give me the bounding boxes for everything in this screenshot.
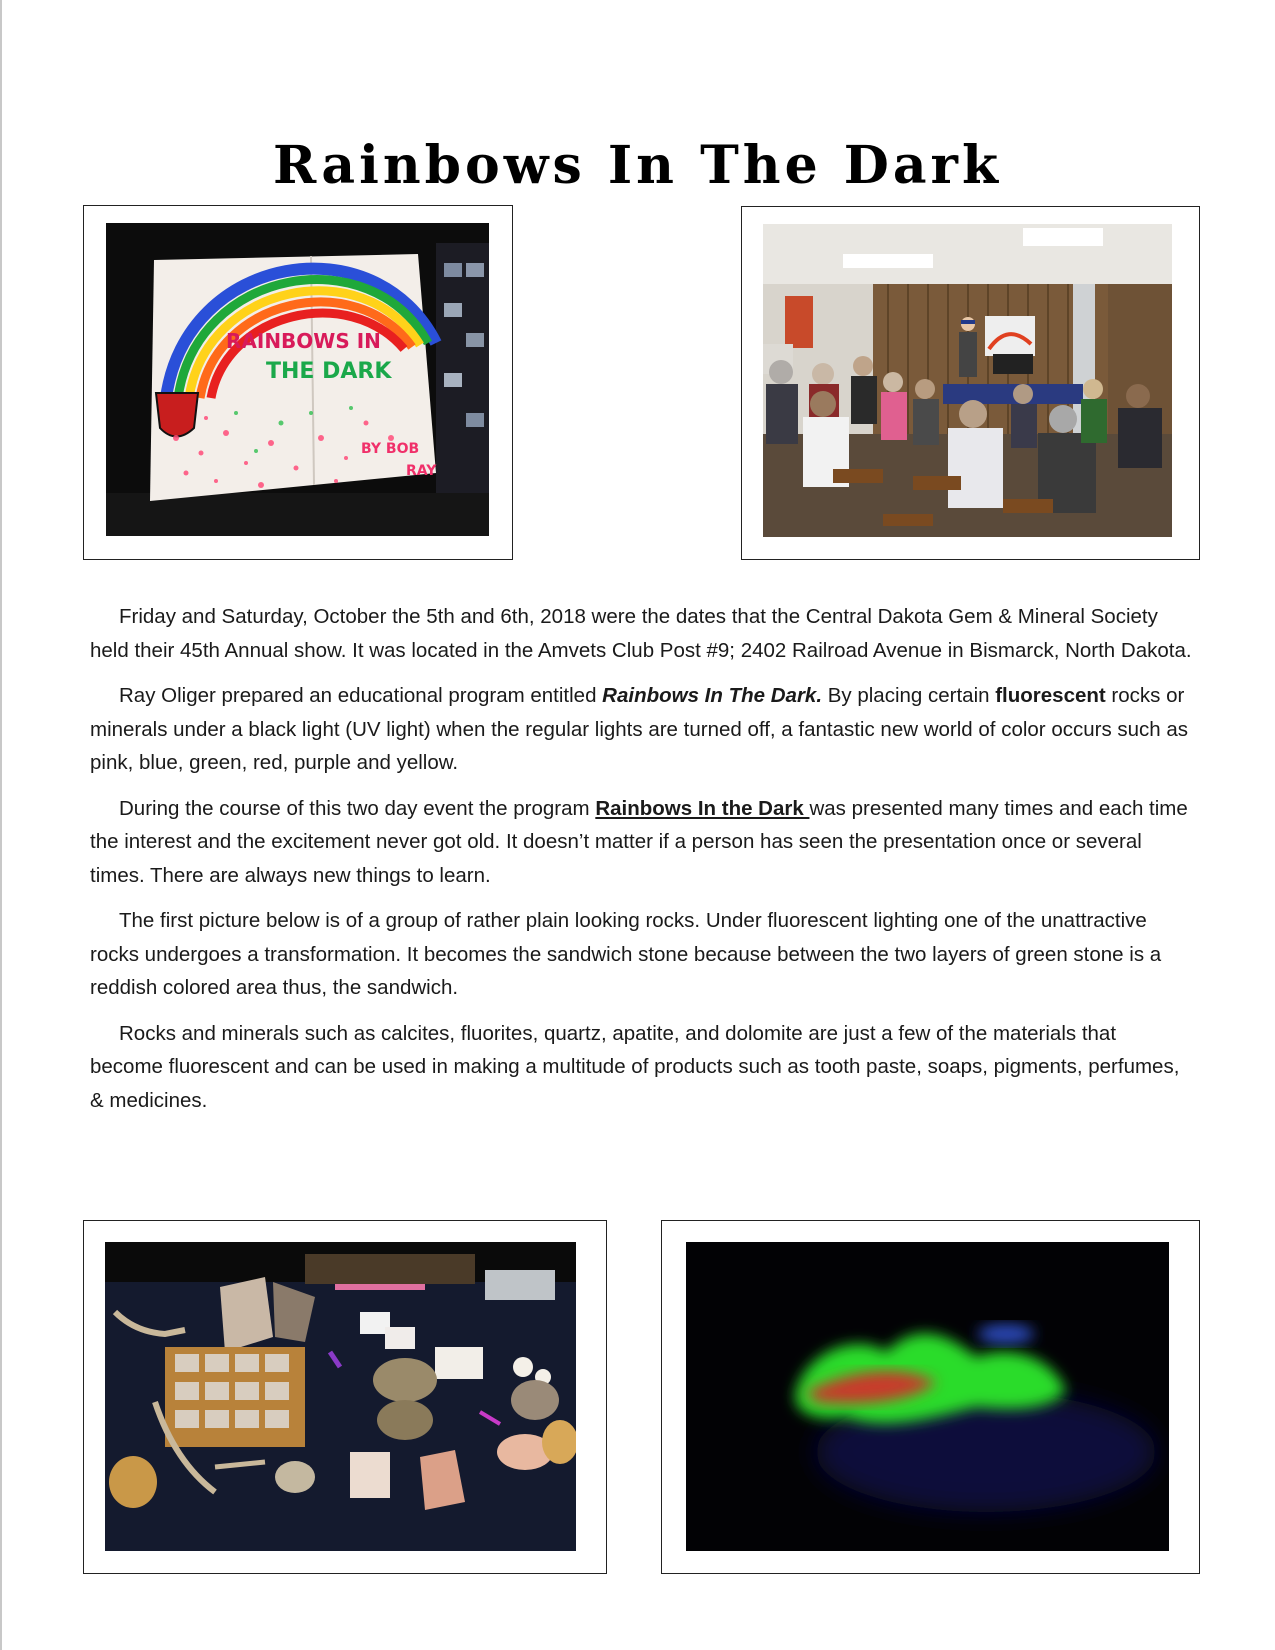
fluorescent-bold: fluorescent xyxy=(995,684,1106,707)
paragraph-1: Friday and Saturday, October the 5th and 6th, 2018 were the dates that the Central Dakota Gem & Mineral Society held their 45th Annual show. It was located in the Amvets Club Post #9; 2402 Railroad Avenue in Bismarck, North Dakota. xyxy=(90,605,1192,662)
paragraph-2 xyxy=(90,679,1192,780)
paragraph-2-text-a: Ray Oliger prepared an educational program entitled xyxy=(119,684,603,707)
photo-frame-fluorescent xyxy=(661,1220,1200,1574)
program-title-italic: Rainbows In The Dark. xyxy=(602,684,823,707)
poster-text-2: THE DARK xyxy=(266,359,392,384)
program-title-underlined: Rainbows In the Dark xyxy=(595,796,810,820)
paragraph-3-text-a: During the course of this two day event the program xyxy=(119,796,596,820)
photo-presentation-room xyxy=(763,224,1172,537)
paragraph-2-text-b: By placing certain xyxy=(822,684,996,707)
poster-signature-2: RAY xyxy=(406,463,437,479)
photo-fluorescent-stone xyxy=(686,1242,1169,1551)
paragraph-3-text-b: was presented many times and each time the interest and the excitement never got old. It doesn’t matter if a person has seen the presentation once or several times. There are always new things to learn. xyxy=(90,796,1188,887)
paragraph-2-text-c: rocks or minerals under a black light (UV light) when the regular lights are turned off, a fantastic new world of color occurs such as pink, blue, green, red, purple and yellow. xyxy=(90,684,1189,774)
page-edge-rule xyxy=(0,0,2,1650)
paragraph-4: The first picture below is of a group of rather plain looking rocks. Under fluorescent lighting one of the unattractive rocks undergoes a transformation. It becomes the sandwich stone because between the two layers of green stone is a reddish colored area thus, the sandwich. xyxy=(90,909,1162,999)
poster-signature-1: BY BOB xyxy=(361,441,420,457)
photo-frame-poster xyxy=(83,205,513,560)
paragraph-3 xyxy=(90,792,1192,893)
page-title: Rainbows In The Dark xyxy=(273,134,1002,196)
poster-text-1: RAINBOWS IN xyxy=(226,329,381,353)
photo-frame-presentation xyxy=(741,206,1200,560)
article-body xyxy=(90,600,1192,1129)
photo-frame-rocks xyxy=(83,1220,607,1574)
paragraph-5: Rocks and minerals such as calcites, fluorites, quartz, apatite, and dolomite are just a few of the materials that become fluorescent and can be used in making a multitude of products such as tooth paste, soaps, pigments, perfumes, & medicines. xyxy=(90,1021,1180,1112)
photo-rock-display xyxy=(105,1242,576,1551)
photo-rainbow-poster xyxy=(106,223,489,536)
